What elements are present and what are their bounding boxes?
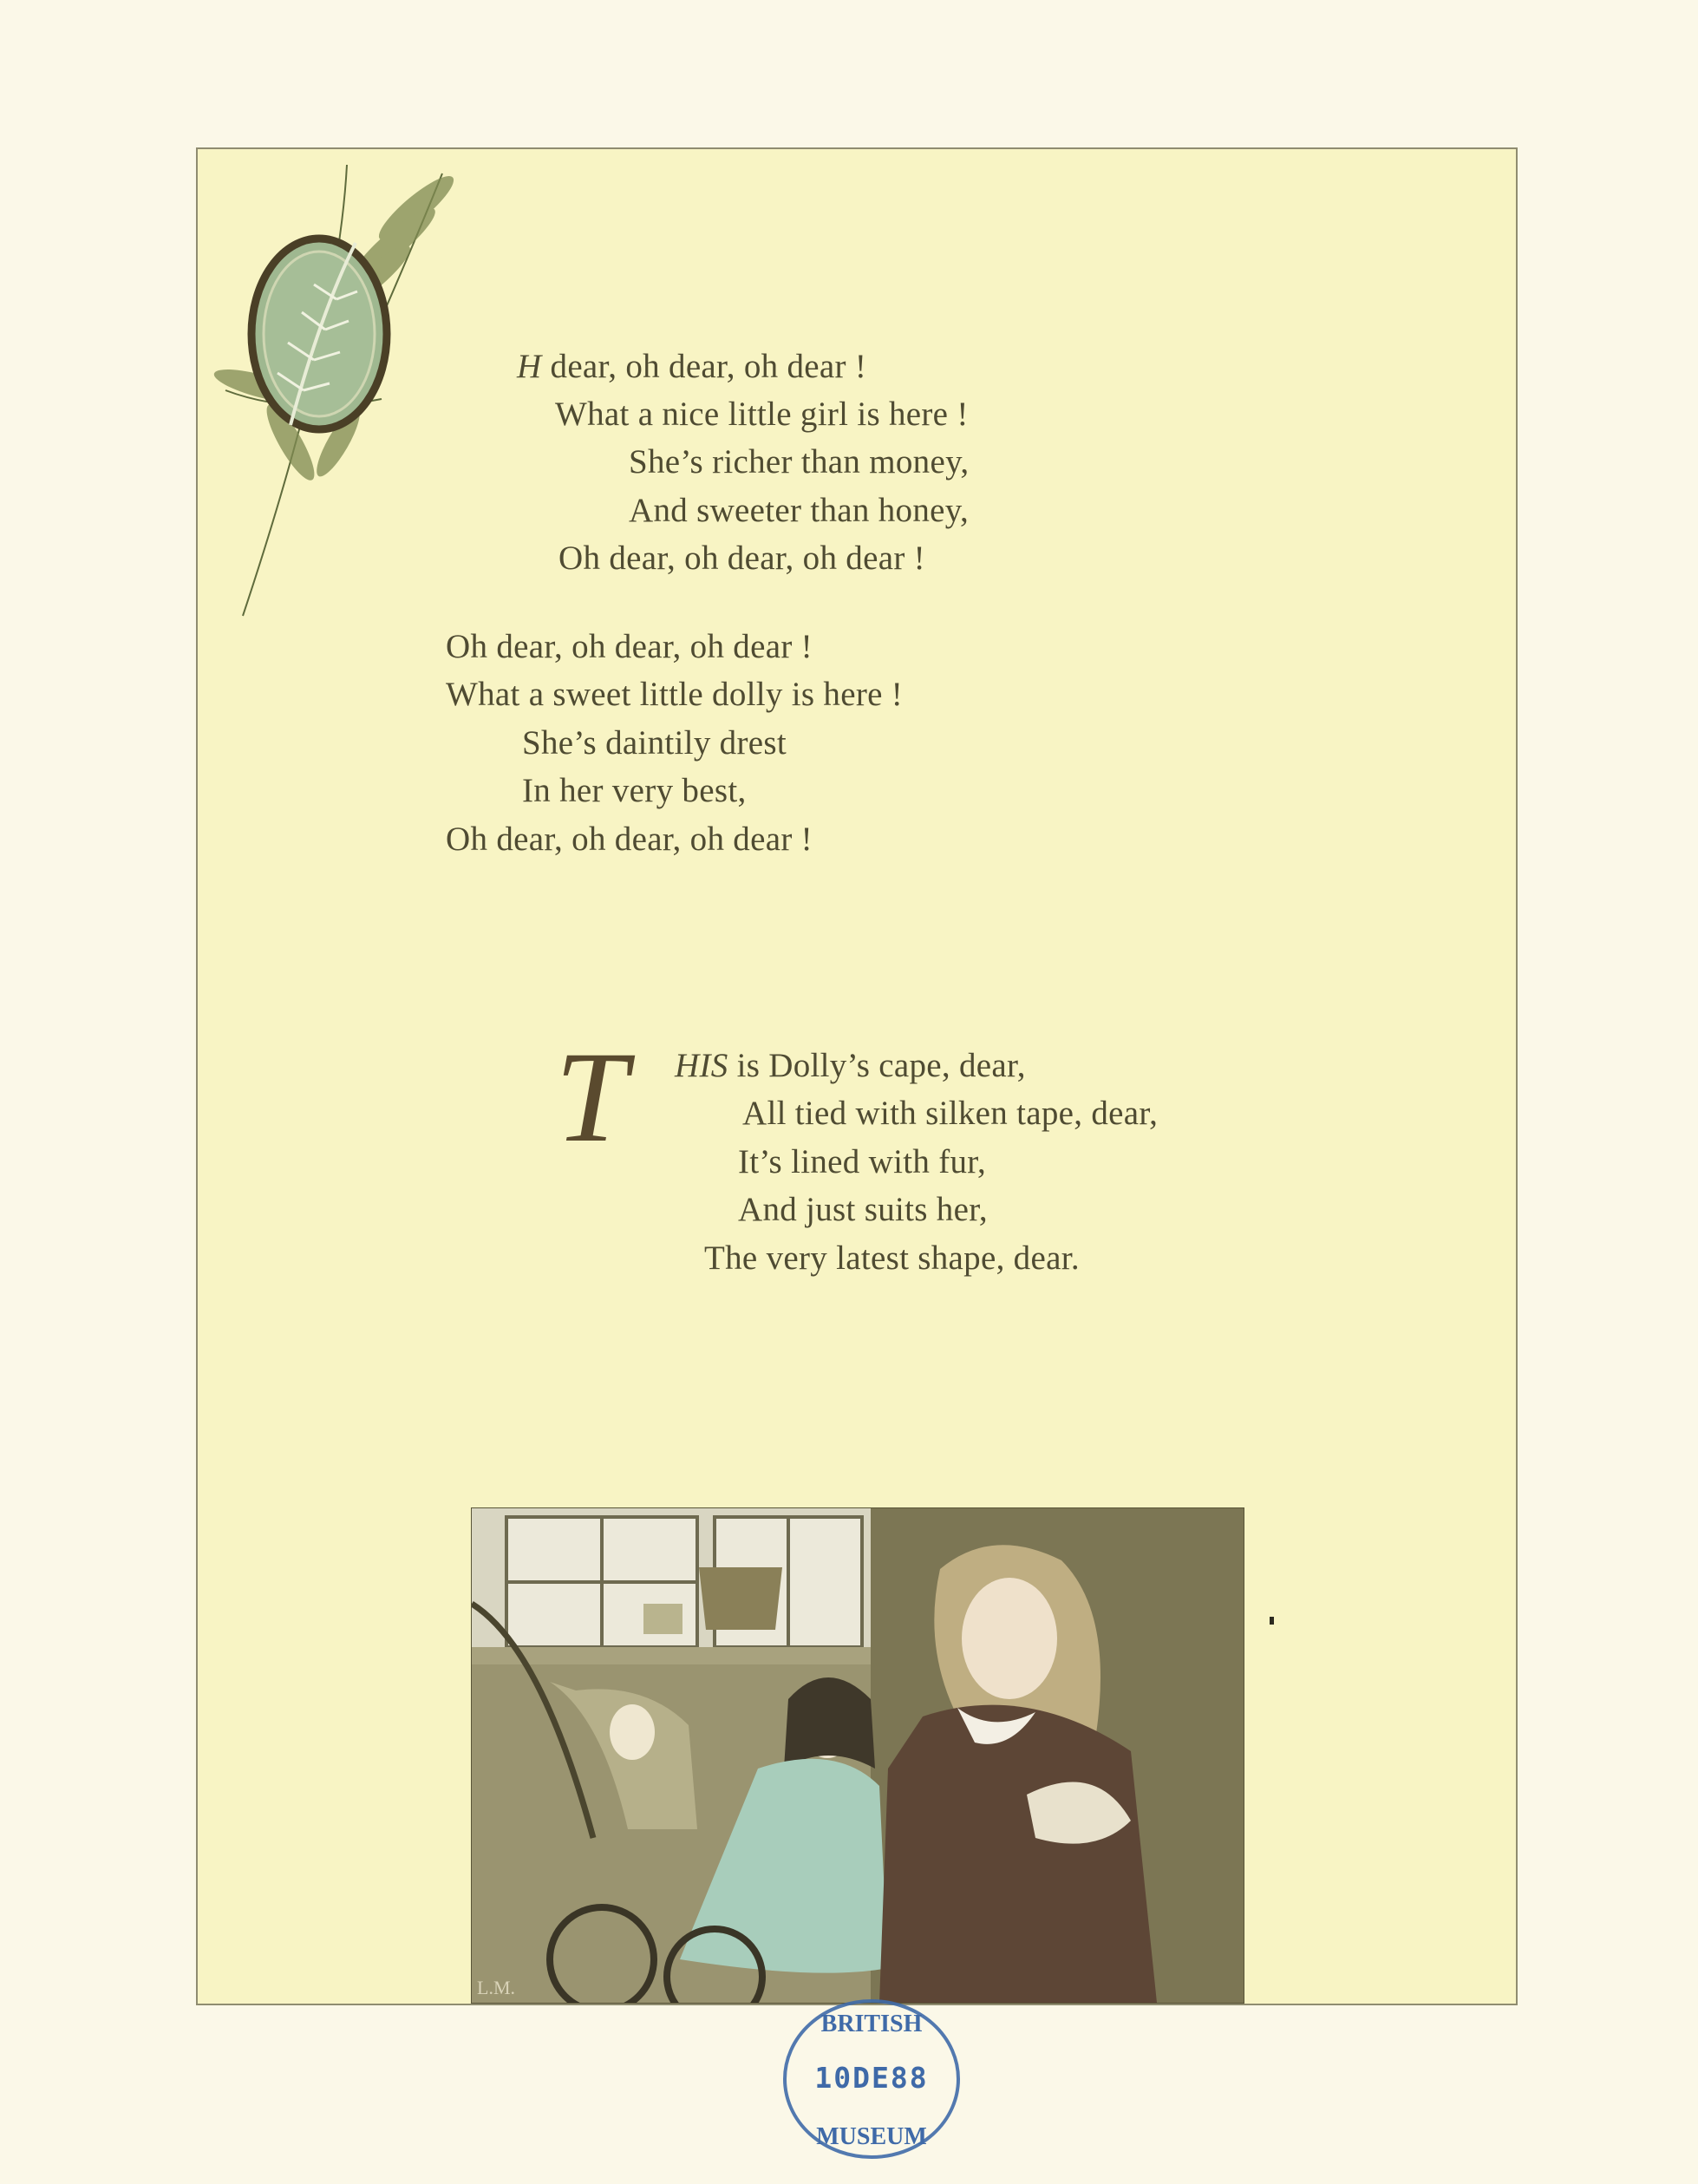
- verse3-lead-word: HIS: [675, 1047, 728, 1084]
- verse1-line-1-text: dear, oh dear, oh dear !: [541, 348, 867, 385]
- verse2-line-5: Oh dear, oh dear, oh dear !: [446, 821, 813, 858]
- artist-signature: L.M.: [477, 1977, 515, 1998]
- verse1-line-3: She’s richer than money,: [629, 443, 970, 481]
- verse2-line-2: What a sweet little dolly is here !: [446, 676, 904, 713]
- verse1-line-1: [517, 347, 866, 386]
- verse1-line-5: Oh dear, oh dear, oh dear !: [558, 539, 925, 577]
- drop-cap-o: [251, 239, 387, 429]
- verse3-line-2: All tied with silken tape, dear,: [742, 1095, 1159, 1132]
- verse1-line-2: What a nice little girl is here !: [555, 396, 969, 433]
- verse2-line-4: In her very best,: [522, 772, 747, 809]
- illustration-girl-with-doll: [471, 1507, 1244, 2004]
- stamp-mark: 10DE88: [814, 2061, 929, 2095]
- stamp-top-text: BRITISH: [820, 2011, 923, 2037]
- verse3-line-3: It’s lined with fur,: [738, 1143, 987, 1180]
- stamp-bottom-text: MUSEUM: [816, 2123, 927, 2150]
- verse3-line-1-text: is Dolly’s cape, dear,: [728, 1047, 1026, 1084]
- library-stamp: [780, 1997, 963, 2161]
- drop-cap-t: T: [555, 1025, 628, 1169]
- verse2-line-1: Oh dear, oh dear, oh dear !: [446, 628, 813, 665]
- verse1-lead-letter: H: [517, 348, 542, 385]
- fern-ornament: [208, 156, 538, 624]
- paper-speck: [1270, 1617, 1274, 1625]
- verse2-line-3: She’s daintily drest: [522, 724, 787, 762]
- illustration-image: [472, 1508, 1244, 2003]
- verse1-line-4: And sweeter than honey,: [629, 492, 970, 529]
- verse3-line-1: [675, 1046, 1026, 1085]
- verse3-line-4: And just suits her,: [738, 1191, 988, 1228]
- verse3-line-5: The very latest shape, dear.: [704, 1239, 1080, 1277]
